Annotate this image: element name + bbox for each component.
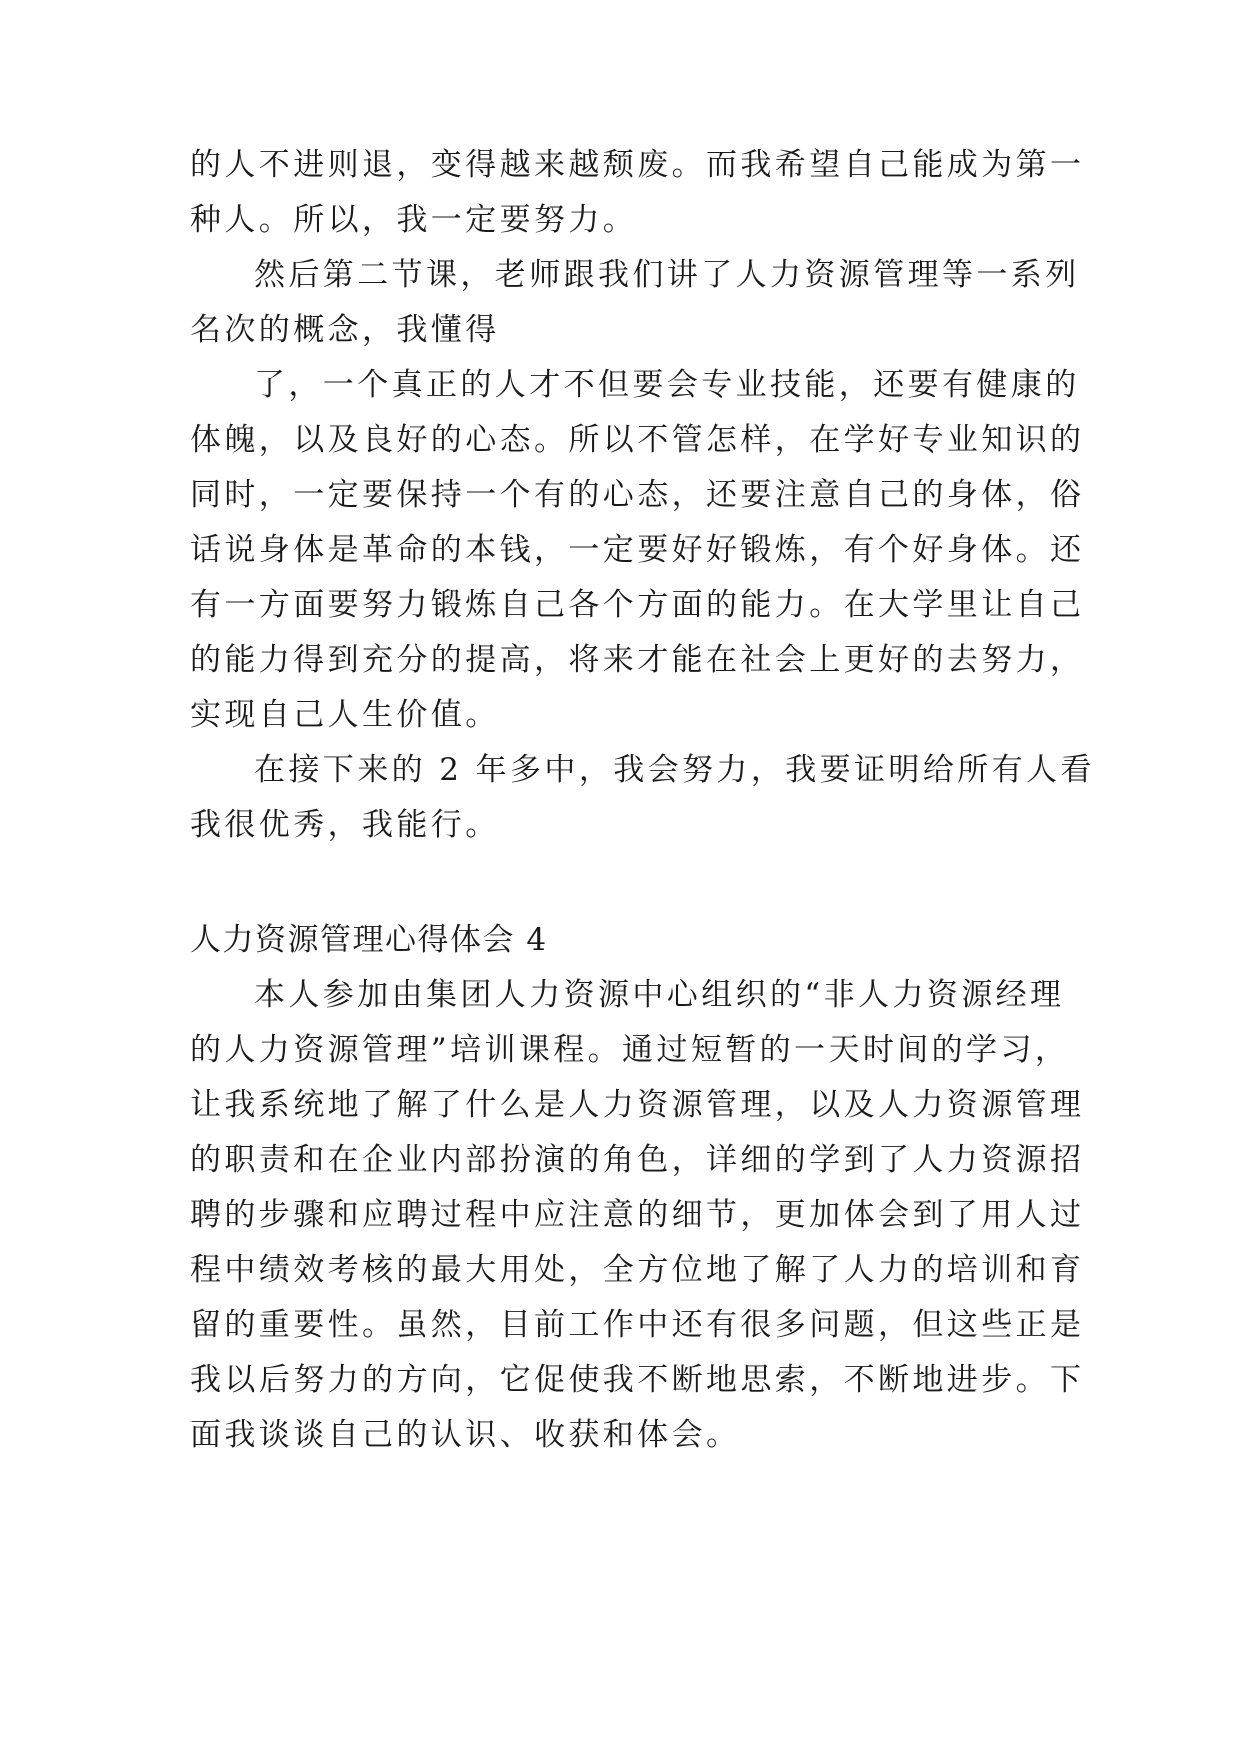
text-line: 聘的步骤和应聘过程中应注意的细节，更加体会到了用人过 <box>190 1197 1085 1233</box>
section-title: 人力资源管理心得体会 4 <box>190 922 548 958</box>
text-line: 名次的概念，我懂得 <box>190 312 500 348</box>
text-line: 同时，一定要保持一个有的心态，还要注意自己的身体，俗 <box>190 477 1085 513</box>
text-line: 的能力得到充分的提高，将来才能在社会上更好的去努力， <box>190 642 1085 678</box>
text-line: 的人力资源管理”培训课程。通过短暂的一天时间的学习， <box>190 1032 1070 1068</box>
text-line: 有一方面要努力锻炼自己各个方面的能力。在大学里让自己 <box>190 587 1085 623</box>
text-line: 我很优秀，我能行。 <box>190 807 500 843</box>
text-line: 程中绩效考核的最大用处，全方位地了解了人力的培训和育 <box>190 1252 1085 1288</box>
text-line: 话说身体是革命的本钱，一定要好好锻炼，有个好身体。还 <box>190 532 1085 568</box>
text-line: 让我系统地了解了什么是人力资源管理，以及人力资源管理 <box>190 1087 1085 1123</box>
text-line: 体魄，以及良好的心态。所以不管怎样，在学好专业知识的 <box>190 422 1085 458</box>
text-line: 留的重要性。虽然，目前工作中还有很多问题，但这些正是 <box>190 1307 1085 1343</box>
text-line: 的职责和在企业内部扮演的角色，详细的学到了人力资源招 <box>190 1142 1085 1178</box>
text-line: 本人参加由集团人力资源中心组织的“非人力资源经理 <box>254 977 1065 1013</box>
text-line: 在接下来的 2 年多中，我会努力，我要证明给所有人看 <box>254 752 1095 788</box>
text-line: 然后第二节课，老师跟我们讲了人力资源管理等一系列 <box>254 257 1080 293</box>
text-line: 我以后努力的方向，它促使我不断地思索，不断地进步。下 <box>190 1362 1085 1398</box>
text-line: 实现自己人生价值。 <box>190 697 500 733</box>
text-line: 了，一个真正的人才不但要会专业技能，还要有健康的 <box>254 367 1080 403</box>
text-line: 的人不进则退，变得越来越颓废。而我希望自己能成为第一 <box>190 147 1085 183</box>
text-line: 面我谈谈自己的认识、收获和体会。 <box>190 1417 741 1453</box>
text-line: 种人。所以，我一定要努力。 <box>190 202 638 238</box>
